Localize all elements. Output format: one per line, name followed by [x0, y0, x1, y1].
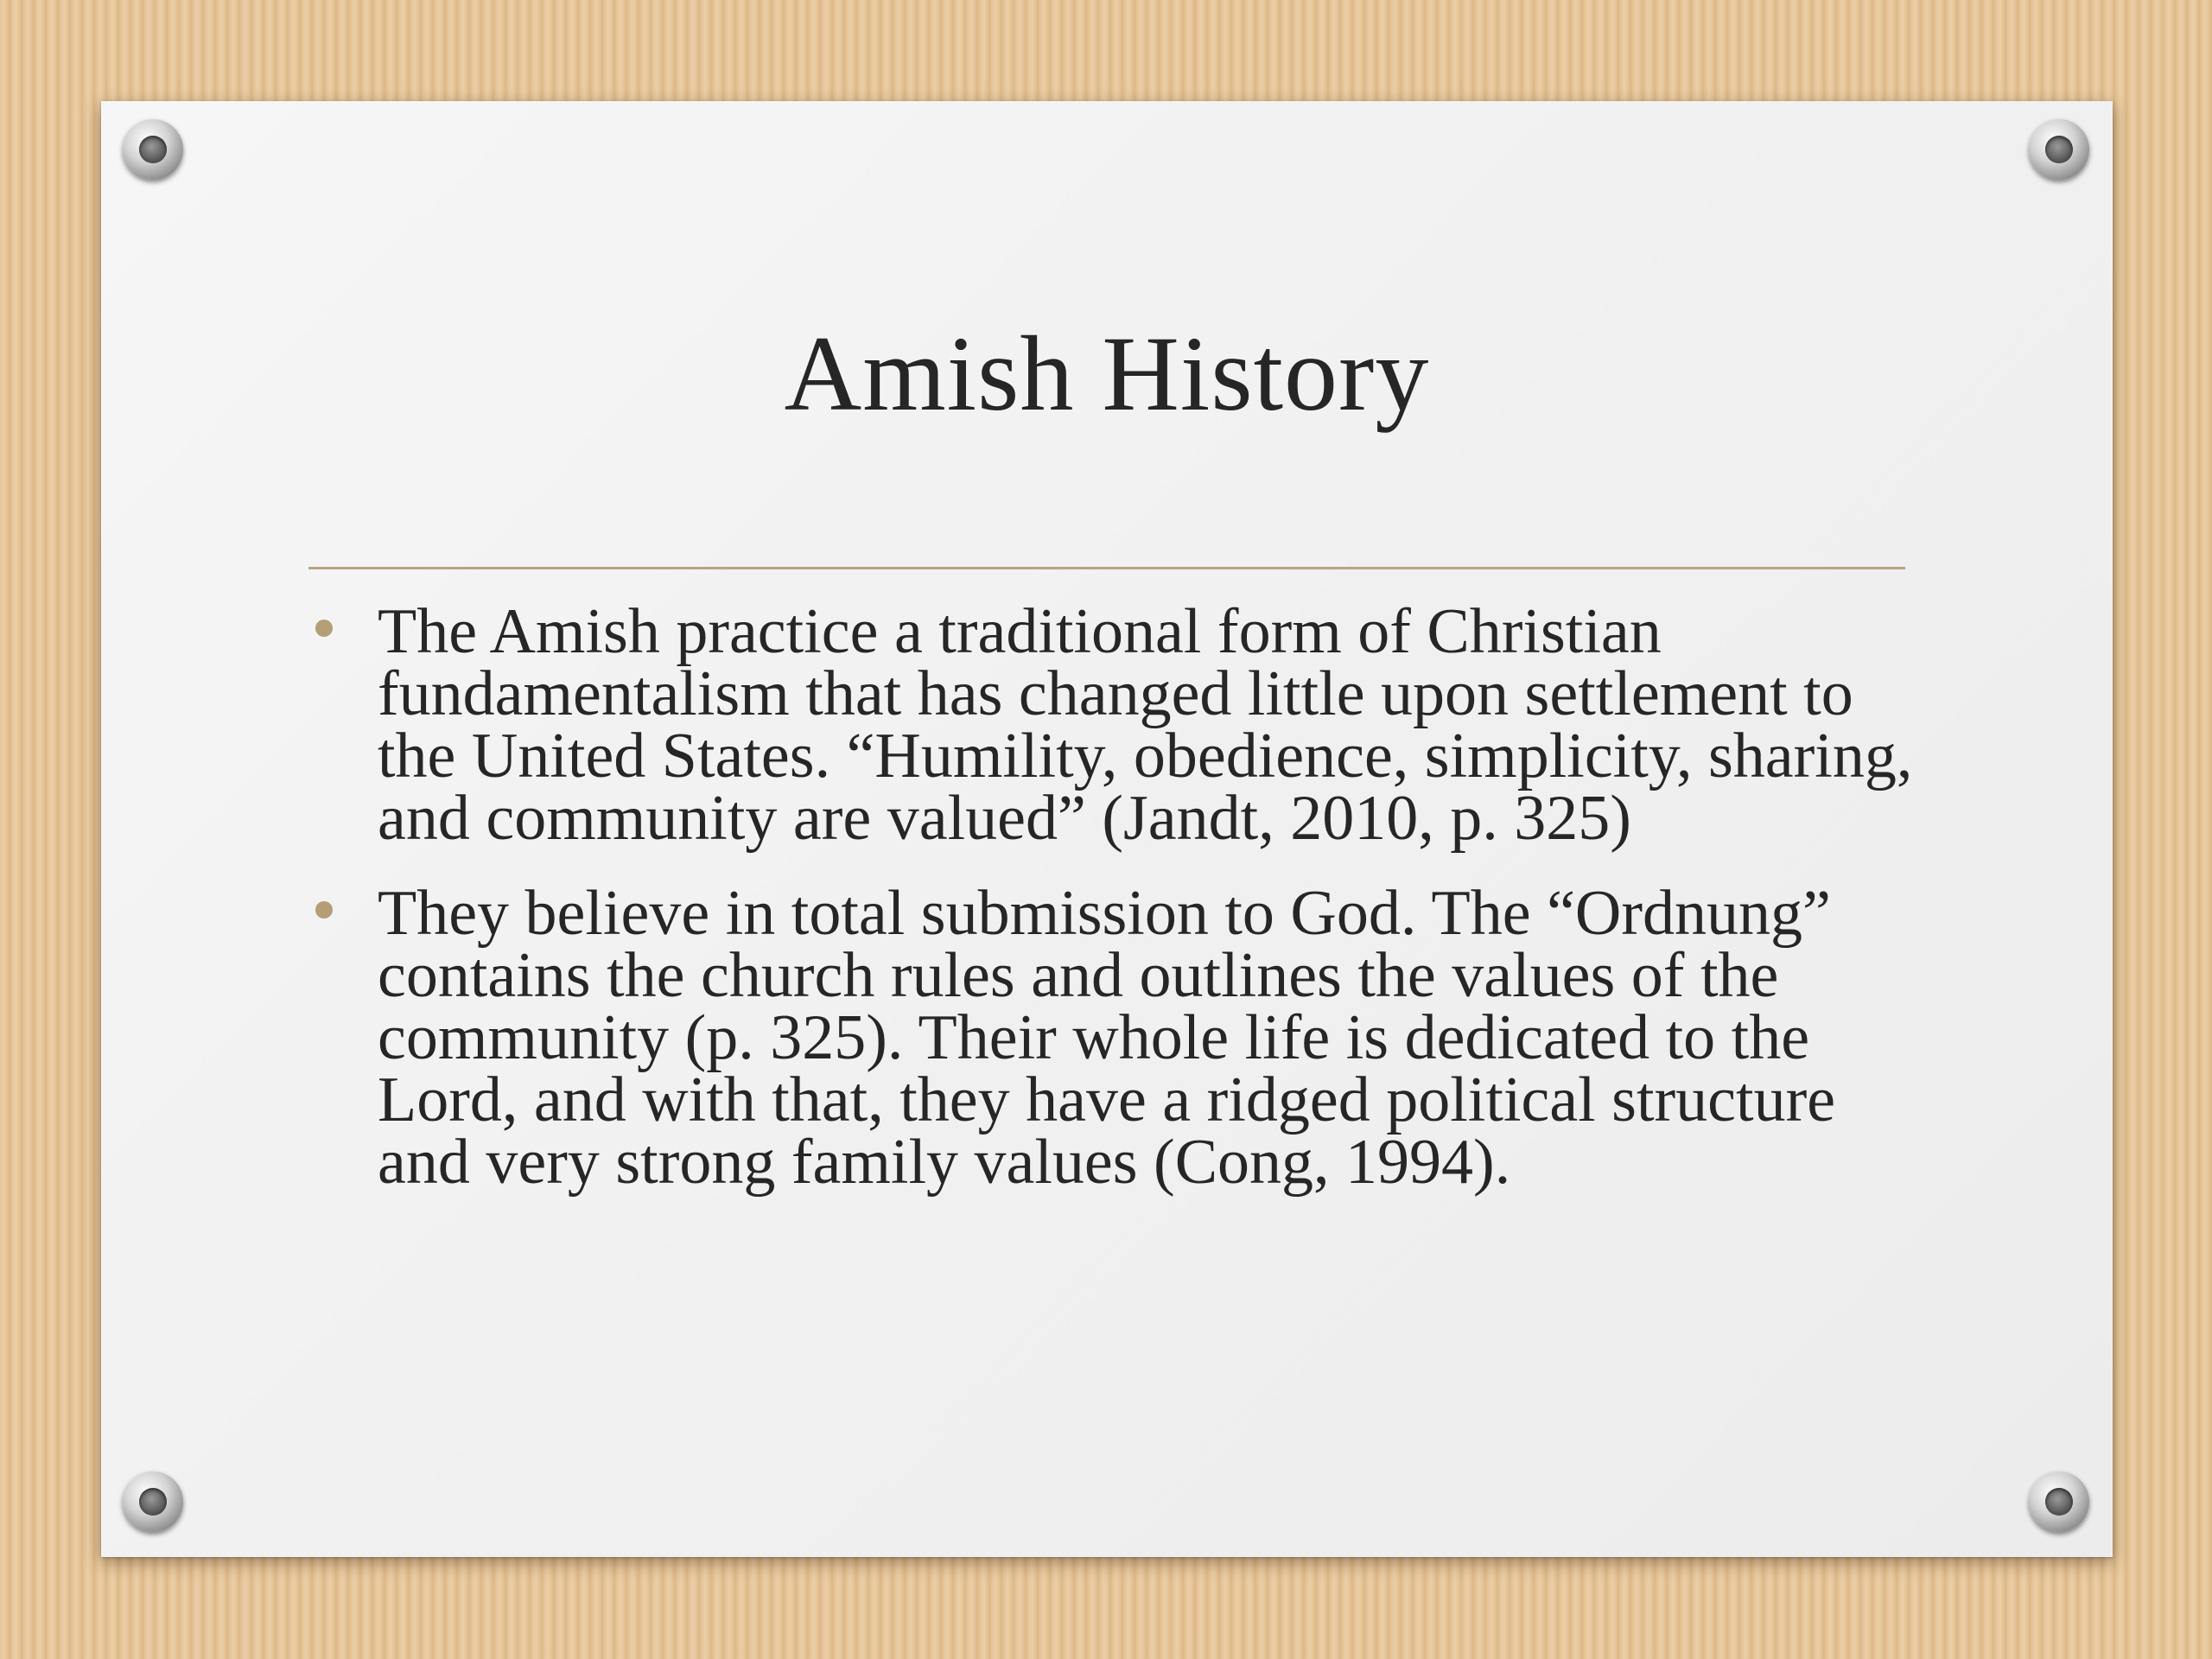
- rivet-icon: [123, 1471, 183, 1532]
- bullet-dot-icon: [315, 901, 333, 918]
- slide-title: Amish History: [784, 315, 1430, 433]
- bullet-item: [308, 878, 1916, 1198]
- rivet-icon: [123, 119, 183, 180]
- bullet-text: The Amish practice a traditional form of Christian fundamentalism that has changed little upon settlement to the United States. “Humility, obedience, simplicity, sharing, and community are valued” (Jandt, 2010, p. 325): [378, 596, 1913, 854]
- title-divider: [308, 567, 1905, 569]
- bullet-text: They believe in total submission to God. The “Ordnung” contains the church rules and outlines the values of the community (p. 325). Their whole life is dedicated to the Lord, and with that, they have a ridged political structure and very strong family values (Cong, 1994).: [378, 878, 1836, 1198]
- bullet-dot-icon: [315, 620, 333, 637]
- rivet-icon: [2029, 119, 2089, 180]
- bullet-list: [308, 596, 1916, 1226]
- rivet-icon: [2029, 1471, 2089, 1532]
- bullet-item: [308, 596, 1916, 854]
